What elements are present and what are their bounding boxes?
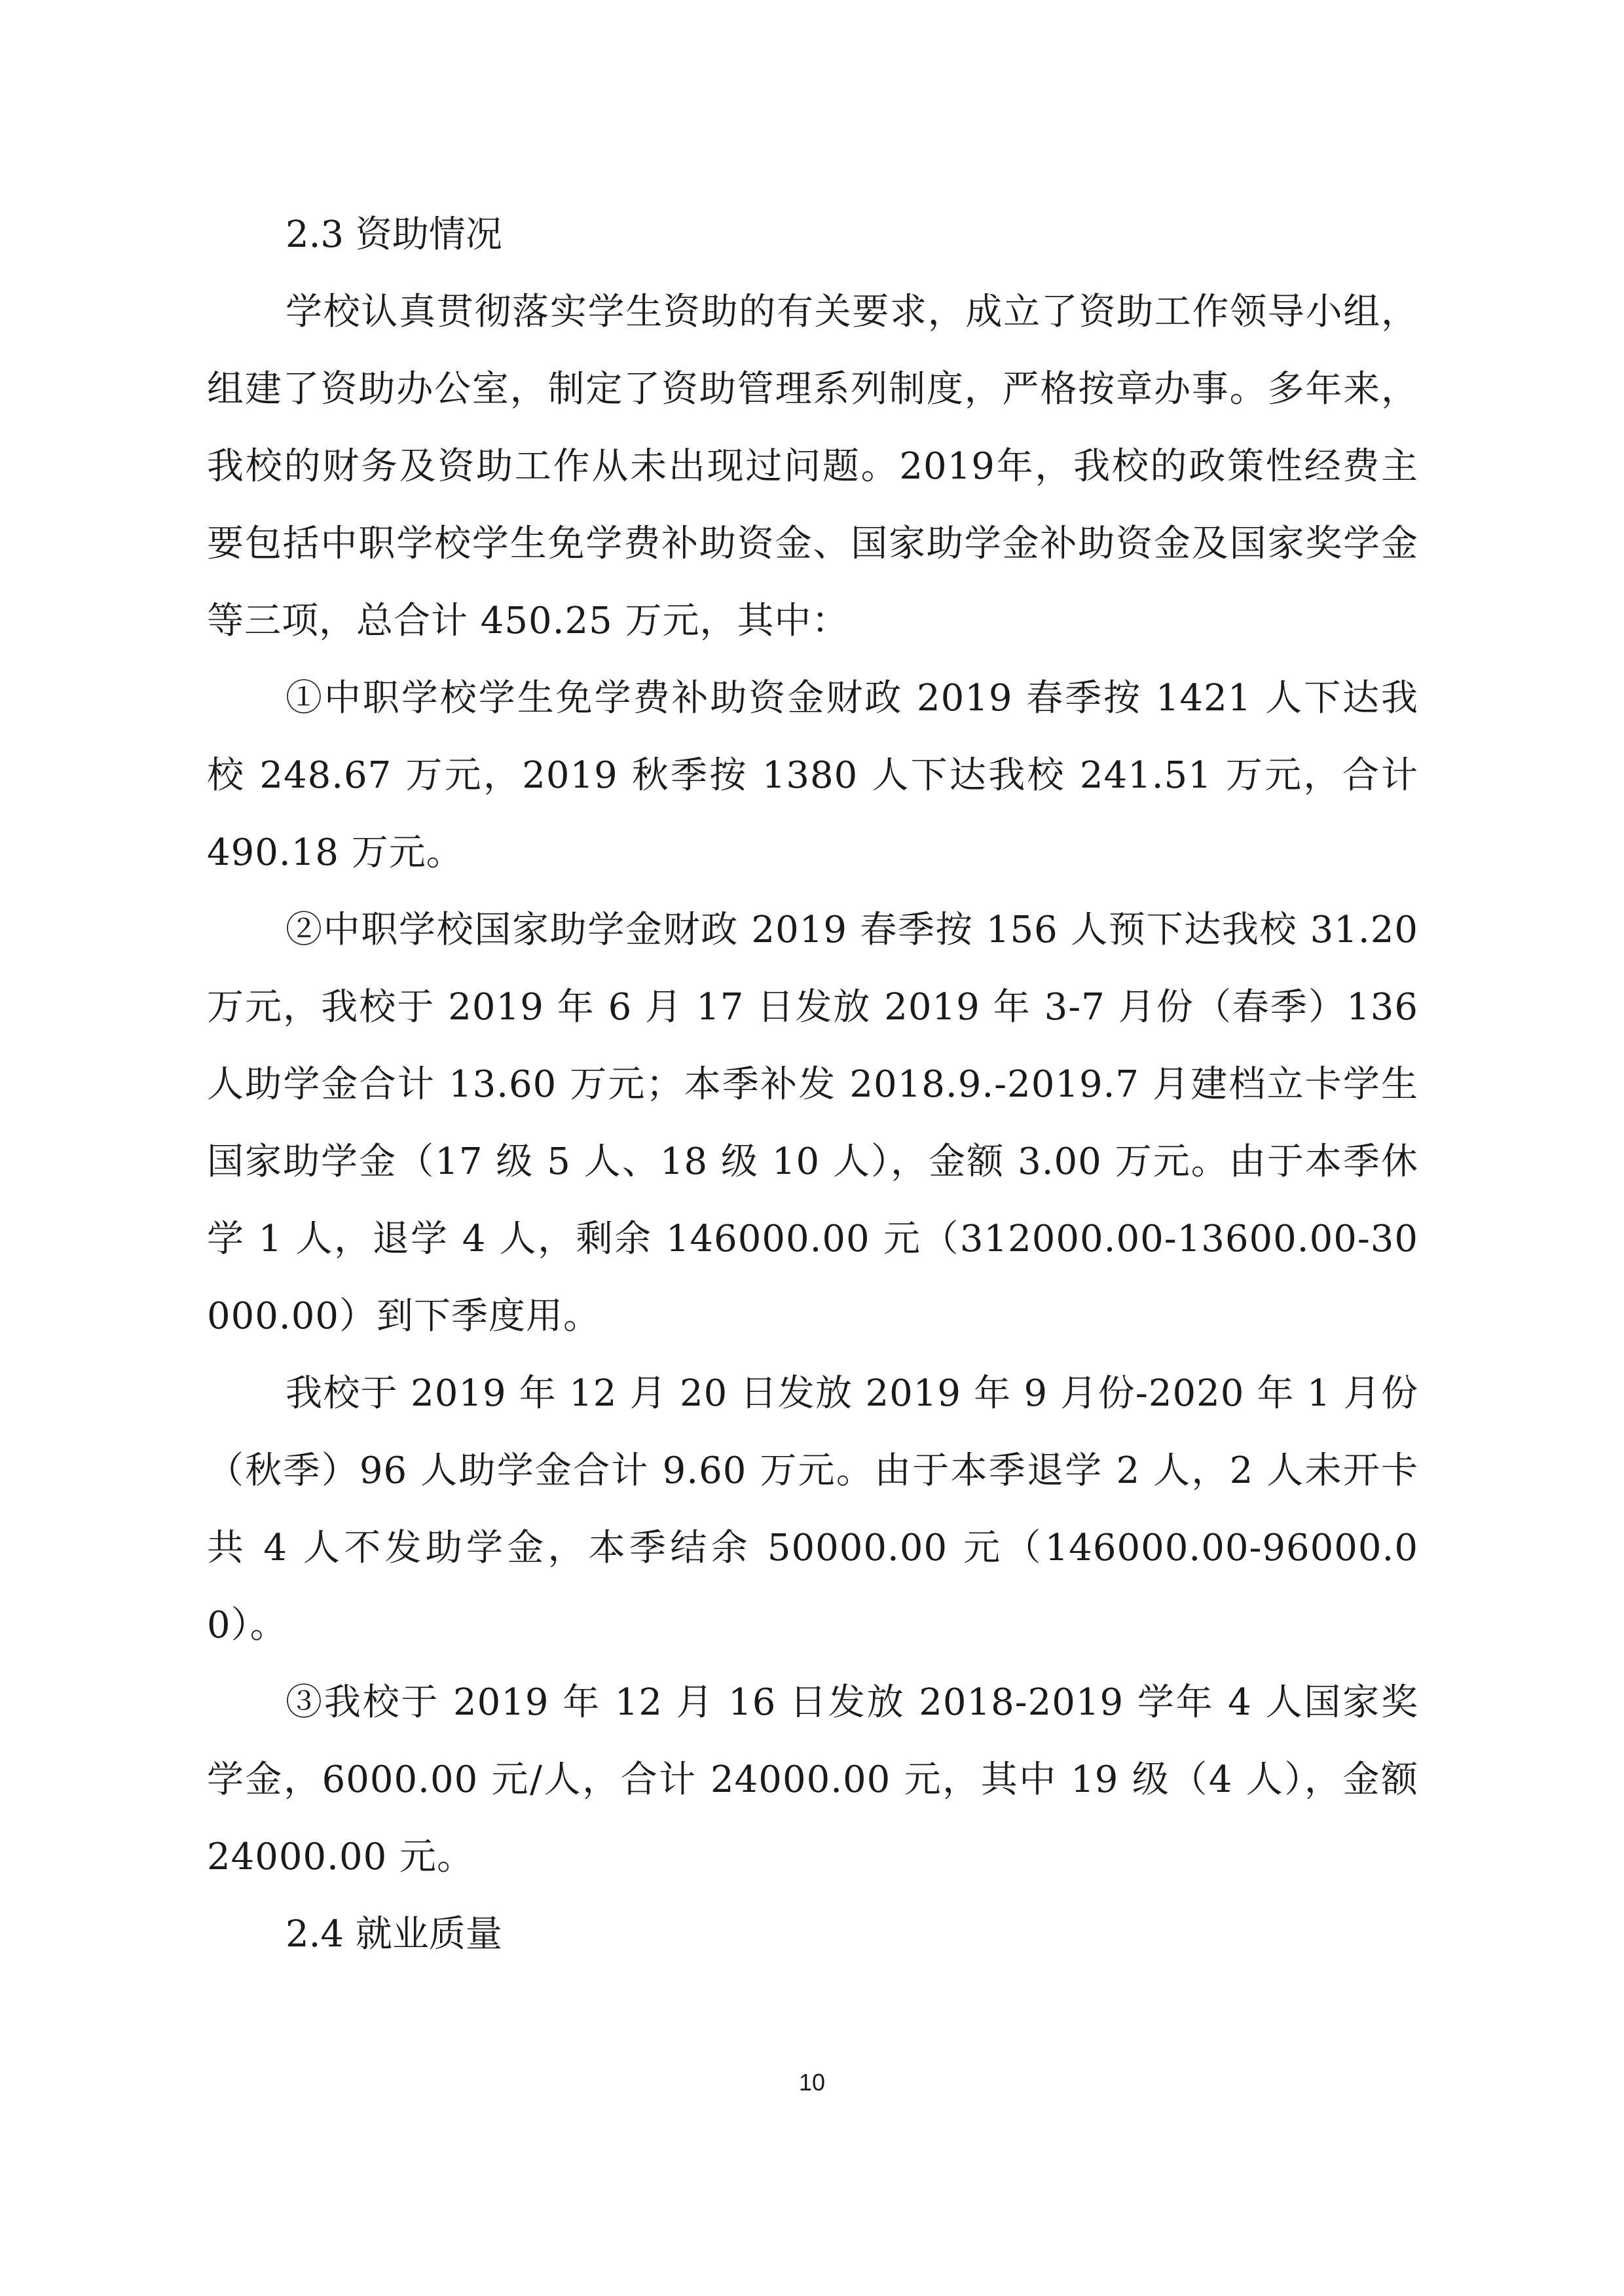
- paragraph-item-1: ①中职学校学生免学费补助资金财政 2019 春季按 1421 人下达我校 248.67 万元，2019 秋季按 1380 人下达我校 241.51 万元，合计 490.18 万元。: [207, 677, 1418, 874]
- paragraph-item-3: ③我校于 2019 年 12 月 16 日发放 2018-2019 学年 4 人国家奖学金，6000.00 元/人，合计 24000.00 元，其中 19 级（4 人），金额 24000.00 元。: [207, 1681, 1418, 1878]
- paragraph-item-2-continued: 我校于 2019 年 12 月 20 日发放 2019 年 9 月份-2020 年 1 月份（秋季）96 人助学金合计 9.60 万元。由于本季退学 2 人，2 人未开卡共 4 人不发助学金，本季结余 50000.00 元（146000.00-96000.00）。: [207, 1372, 1418, 1647]
- paragraph-intro: 学校认真贯彻落实学生资助的有关要求，成立了资助工作领导小组，组建了资助办公室，制定了资助管理系列制度，严格按章办事。多年来，我校的财务及资助工作从未出现过问题。2019年，我校的政策性经费主要包括中职学校学生免学费补助资金、国家助学金补助资金及国家奖学金等三项，总合计 450.25 万元，其中：: [207, 291, 1418, 642]
- page-content: [207, 196, 1418, 1973]
- page-number: 10: [798, 2069, 826, 2096]
- section-heading-2-3: 2.3 资助情况: [286, 213, 502, 256]
- section-heading-2-4: 2.4 就业质量: [286, 1913, 502, 1956]
- paragraph-item-2: ②中职学校国家助学金财政 2019 春季按 156 人预下达我校 31.20 万元，我校于 2019 年 6 月 17 日发放 2019 年 3-7 月份（春季）136 人助学金合计 13.60 万元；本季补发 2018.9.-2019.7 月建档立卡学生国家助学金（17 级 5 人、18 级 10 人），金额 3.00 万元。由于本季休学 1 人，退学 4 人，剩余 146000.00 元（312000.00-13600.00-30000.00）到下季度用。: [207, 909, 1418, 1338]
